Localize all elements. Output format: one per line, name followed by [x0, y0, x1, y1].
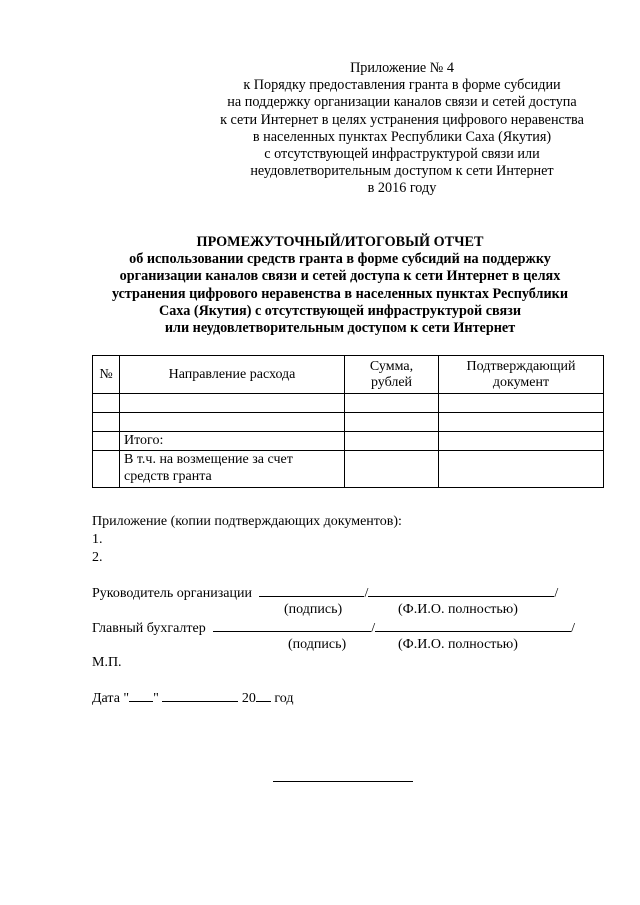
head-signature-field[interactable]: [259, 583, 364, 597]
expense-table: [92, 355, 604, 488]
grant-amount-cell[interactable]: [345, 451, 439, 488]
attachments-heading: Приложение (копии подтверждающих документов):: [92, 514, 402, 529]
date-line: [92, 688, 293, 707]
table-cell: [93, 432, 120, 451]
date-prefix: Дата ": [92, 691, 130, 706]
appendix-line-7: неудовлетворительным доступом к сети Интернет: [250, 163, 554, 180]
date-suffix: год: [270, 691, 294, 706]
attachments-section: [92, 513, 402, 567]
title-line-3: организации каналов связи и сетей доступа к сети Интернет в целях: [119, 268, 561, 285]
appendix-line-3: на поддержку организации каналов связи и сетей доступа: [227, 94, 577, 111]
appendix-line-2: к Порядку предоставления гранта в форме субсидии: [243, 77, 561, 94]
appendix-line-6: с отсутствующей инфраструктурой связи или: [264, 146, 540, 163]
table-cell: [93, 451, 120, 488]
date-year-field[interactable]: [256, 688, 271, 702]
title-line-1: ПРОМЕЖУТОЧНЫЙ/ИТОГОВЫЙ ОТЧЕТ: [196, 234, 484, 250]
title-line-4: устранения цифрового неравенства в населенных пунктах Республики: [111, 285, 569, 302]
table-cell[interactable]: [345, 413, 439, 432]
table-cell[interactable]: [439, 432, 604, 451]
date-day-field[interactable]: [129, 688, 153, 702]
header-expense-direction: Направление расхода: [120, 356, 345, 394]
head-name-field[interactable]: [368, 583, 554, 597]
accountant-name-hint: (Ф.И.О. полностью): [398, 637, 518, 652]
table-header-row: [93, 356, 604, 394]
table-cell[interactable]: [93, 413, 120, 432]
table-cell[interactable]: [120, 413, 345, 432]
accountant-label: Главный бухгалтер: [92, 621, 206, 636]
appendix-header: [180, 60, 624, 198]
total-label: Итого:: [120, 432, 345, 451]
table-cell[interactable]: [93, 394, 120, 413]
total-row: [93, 432, 604, 451]
closing-rule: [273, 781, 413, 782]
head-sign-hint: (подпись): [284, 602, 343, 617]
accountant-sign-hint: (подпись): [288, 637, 347, 652]
report-title: [70, 234, 610, 337]
head-name-hint: (Ф.И.О. полностью): [398, 602, 518, 617]
head-label: Руководитель организации: [92, 586, 252, 601]
table-cell[interactable]: [439, 451, 604, 488]
appendix-line-5: в населенных пунктах Республики Саха (Якутия): [252, 128, 552, 145]
attachment-item-2: 2.: [92, 550, 103, 565]
header-number: №: [93, 356, 120, 394]
attachment-item-1: 1.: [92, 532, 103, 547]
table-row: [93, 413, 604, 432]
table-cell[interactable]: [439, 394, 604, 413]
date-year-prefix: 20: [241, 691, 256, 706]
title-line-5: Саха (Якутия) с отсутствующей инфраструктурой связи: [158, 302, 522, 319]
total-amount-cell[interactable]: [345, 432, 439, 451]
accountant-signature-line: Главный бухгалтер / /: [92, 618, 575, 637]
accountant-name-field[interactable]: [375, 618, 571, 632]
table-cell[interactable]: [439, 413, 604, 432]
accountant-signature-field[interactable]: [213, 618, 371, 632]
appendix-line-4: к сети Интернет в целях устранения цифрового неравенства: [220, 111, 584, 128]
header-document: Подтверждающий документ: [439, 356, 604, 394]
stamp-placeholder: М.П.: [92, 655, 122, 670]
title-line-2: об использовании средств гранта в форме субсидий на поддержку: [129, 251, 551, 268]
header-amount: Сумма, рублей: [345, 356, 439, 394]
date-month-field[interactable]: [162, 688, 238, 702]
table-row: [93, 394, 604, 413]
head-signature-line: Руководитель организации / /: [92, 583, 558, 602]
grant-row: [93, 451, 604, 488]
grant-label: В т.ч. на возмещение за счет средств гранта: [120, 451, 345, 488]
appendix-line-1: Приложение № 4: [350, 60, 454, 76]
table-cell[interactable]: [345, 394, 439, 413]
appendix-line-8: в 2016 году: [367, 180, 437, 197]
table-cell[interactable]: [120, 394, 345, 413]
title-line-6: или неудовлетворительным доступом к сети Интернет: [164, 320, 516, 337]
date-mid: ": [153, 691, 159, 706]
